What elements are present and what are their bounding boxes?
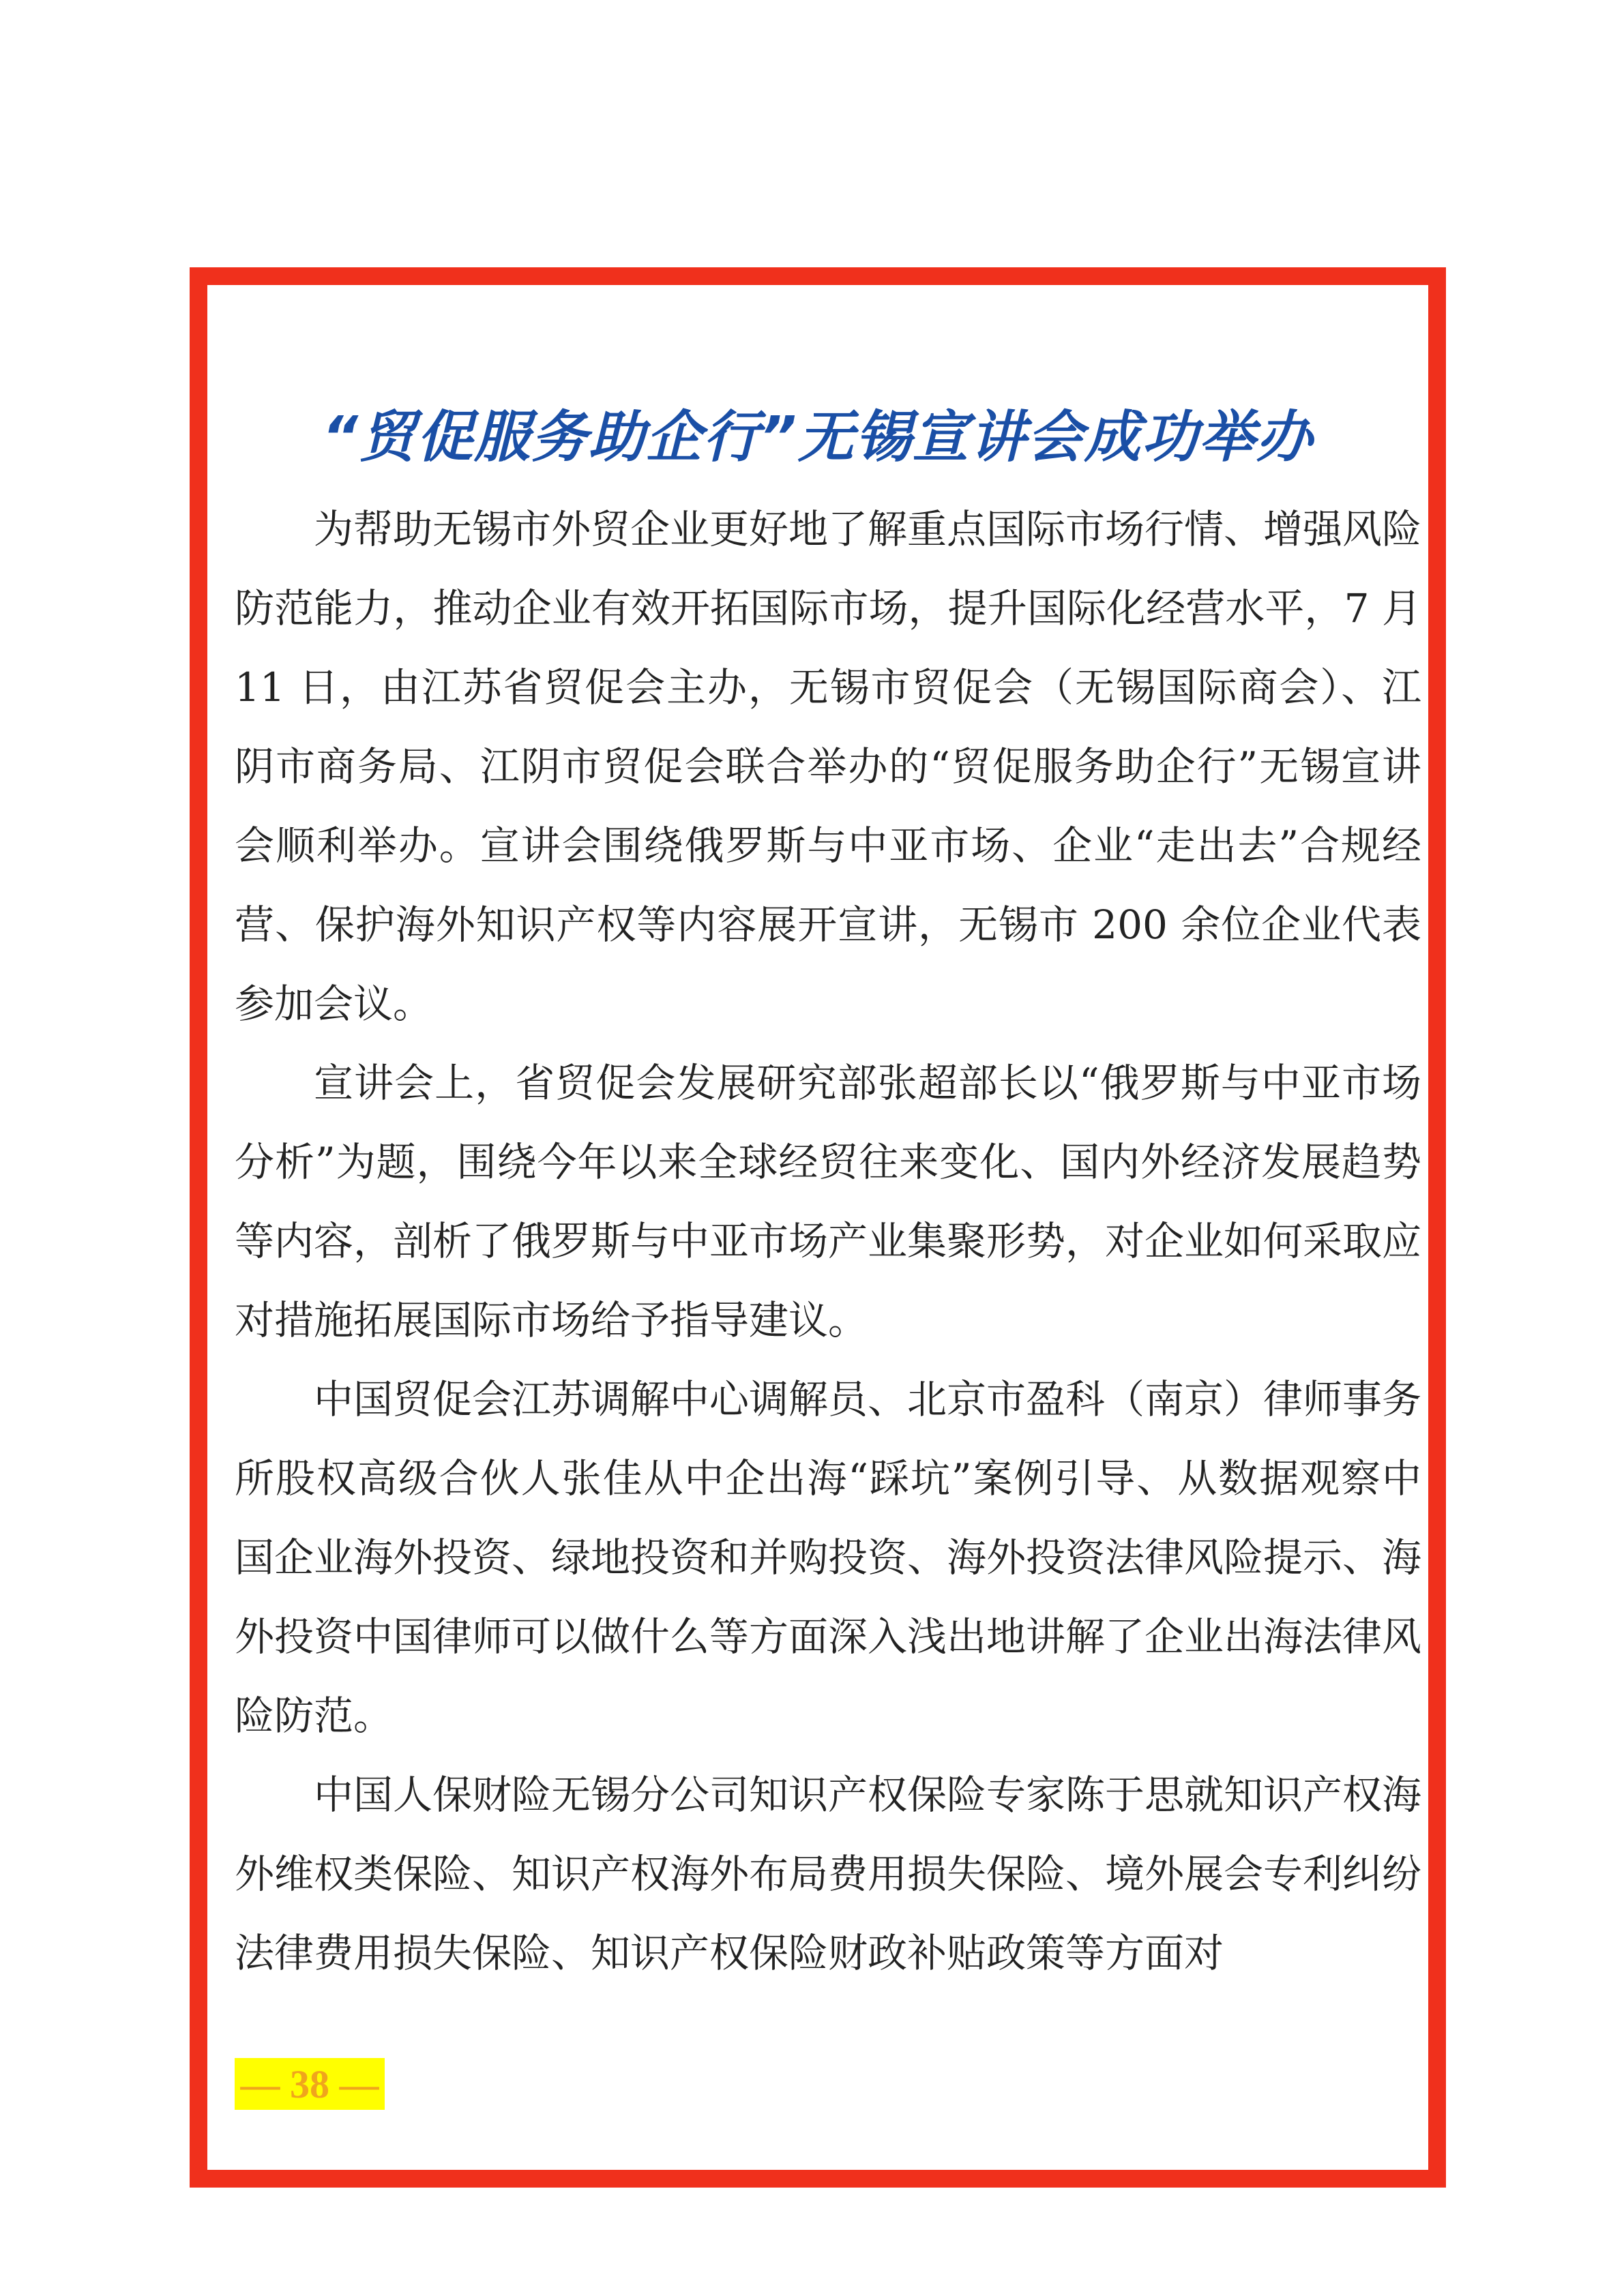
paragraph-1: 为帮助无锡市外贸企业更好地了解重点国际市场行情、增强风险防范能力，推动企业有效开拓国际市场，提升国际化经营水平，7 月 11 日，由江苏省贸促会主办，无锡市贸促会（无锡国际商会）、江阴市商务局、江阴市贸促会联合举办的“贸促服务助企行”无锡宣讲会顺利举办。宣讲会围绕俄罗斯与中亚市场、企业“走出去”合规经营、保护海外知识产权等内容展开宣讲，无锡市 200 余位企业代表参加会议。 (235, 506, 1422, 1027)
paragraph-2: 宣讲会上，省贸促会发展研究部张超部长以“俄罗斯与中亚市场分析”为题，围绕今年以来全球经贸往来变化、国内外经济发展趋势等内容，剖析了俄罗斯与中亚市场产业集聚形势，对企业如何采取应对措施拓展国际市场给予指导建议。 (235, 1060, 1422, 1343)
paragraph-4: 中国人保财险无锡分公司知识产权保险专家陈于思就知识产权海外维权类保险、知识产权海外布局费用损失保险、境外展会专利纠纷法律费用损失保险、知识产权保险财政补贴政策等方面对 (235, 1772, 1422, 1976)
red-border-frame (190, 267, 1446, 2188)
page-number: — 38 — (235, 2058, 385, 2110)
paragraph-3: 中国贸促会江苏调解中心调解员、北京市盈科（南京）律师事务所股权高级合伙人张佳从中企出海“踩坑”案例引导、从数据观察中国企业海外投资、绿地投资和并购投资、海外投资法律风险提示、海外投资中国律师可以做什么等方面深入浅出地讲解了企业出海法律风险防范。 (235, 1376, 1422, 1739)
article-title: “贸促服务助企行”无锡宣讲会成功举办 (322, 405, 1314, 470)
article-body (235, 490, 1421, 1993)
